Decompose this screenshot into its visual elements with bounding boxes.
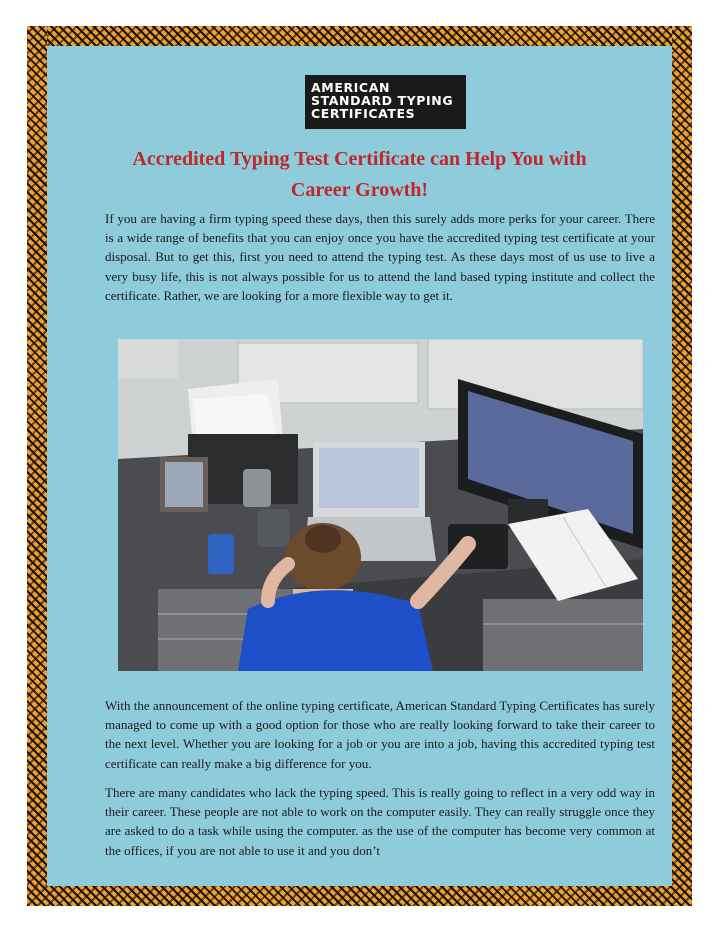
decorative-border-bottom: [27, 886, 692, 906]
office-desk-photo: [118, 339, 643, 671]
paragraph-online-certificate: With the announcement of the online typing certificate, American Standard Typing Certificates has surely managed to come up with a good option for those who are really looking forward to take their career to the next level. Whether you are looking for a job or you are into a job, having this accredited typing test certificate can really make a big difference for you.: [105, 698, 655, 771]
logo-line-2: STANDARD TYPING: [311, 93, 454, 108]
article-title: [87, 144, 632, 206]
logo-line-3: CERTIFICATES: [311, 106, 416, 121]
decorative-border-left: [27, 26, 47, 906]
page-frame: [27, 26, 692, 906]
photo-illustration: [118, 339, 643, 671]
company-logo: [305, 75, 466, 129]
title-line-2: Career Growth!: [290, 179, 429, 201]
paragraph-typing-speed: There are many candidates who lack the typing speed. This is really going to reflect in a very odd way in their career. These people are not able to work on the computer easily. They can really struggle once they are asked to do a task while using the computer. as the use of the computer has become very common at the offices, if you are not able to use it and you don’t: [105, 785, 655, 858]
decorative-border-top: [27, 26, 692, 46]
title-line-1: Accredited Typing Test Certificate can Help You with: [132, 148, 587, 170]
logo-line-1: AMERICAN: [311, 80, 391, 95]
content-area: [47, 46, 672, 886]
decorative-border-right: [672, 26, 692, 906]
paragraph-intro: If you are having a firm typing speed these days, then this surely adds more perks for your career. There is a wide range of benefits that you can enjoy once you have the accredited typing test certificate at your disposal. But to get this, first you need to attend the typing test. As these days most of us use to live a very busy life, this is not always possible for us to attend the land based typing institute and collect the certificate. Rather, we are looking for a more flexible way to get it.: [105, 211, 655, 303]
